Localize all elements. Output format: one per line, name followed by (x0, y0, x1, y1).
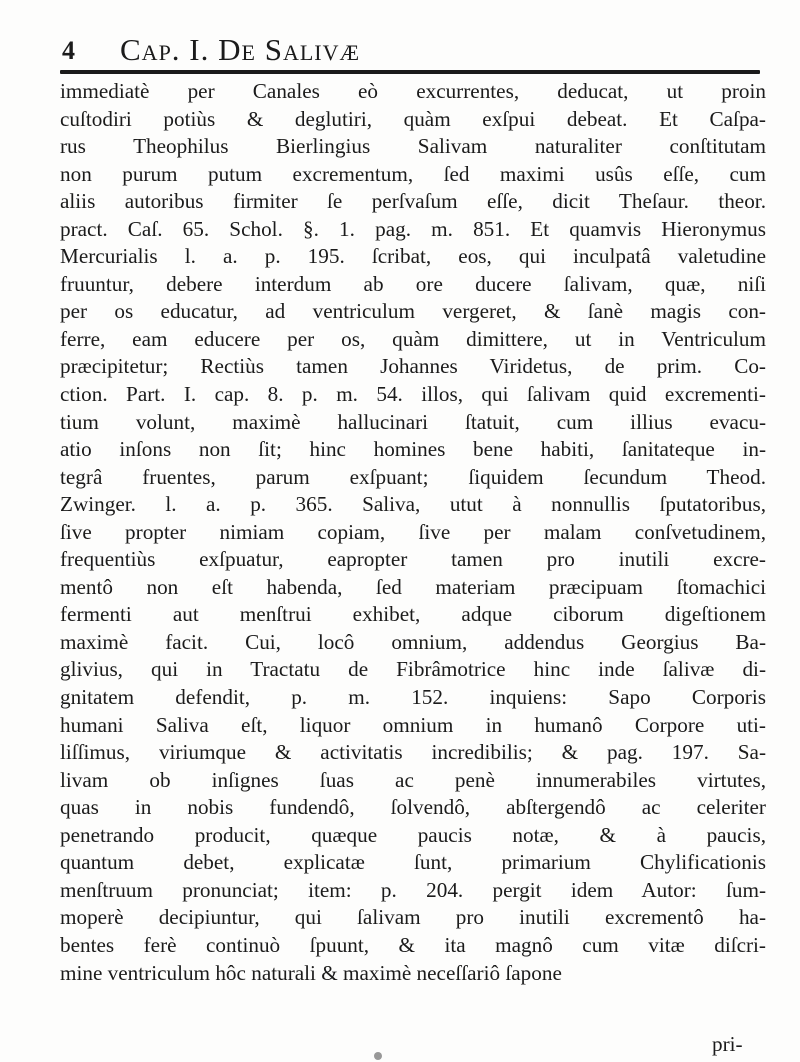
text-line: penetrando producit, quæque paucis notæ, & à paucis, (60, 822, 766, 847)
text-line: gnitatem defendit, p. m. 152. inquiens: Sapo Corporis (60, 685, 766, 710)
text-line: præcipitetur; Rectiùs tamen Johannes Viridetus, de prim. Co- (60, 354, 766, 379)
text-line: per os educatur, ad ventriculum vergeret, & ſanè magis con- (60, 299, 766, 324)
text-line: fruuntur, debere interdum ab ore ducere ſalivam, quæ, niſi (60, 271, 766, 296)
text-line: bentes ferè continuò ſpuunt, & ita magnô cum vitæ diſcri- (60, 932, 766, 957)
page-header (60, 14, 760, 67)
text-line: immediatè per Canales eò excurrentes, deducat, ut proin (60, 79, 766, 103)
page-number: 4 (62, 36, 75, 65)
text-line: fermenti aut menſtrui exhibet, adque ciborum digeſtionem (60, 602, 766, 627)
printer-ornament (374, 1052, 382, 1060)
text-line: cuſtodiri potiùs & deglutiri, quàm exſpui debeat. Et Caſpa- (60, 106, 766, 131)
text-line: menſtruum pronunciat; item: p. 204. pergit idem Autor: ſum- (60, 877, 766, 902)
text-line: moperè decipiuntur, qui ſalivam pro inutili excrementô ha- (60, 905, 766, 930)
text-line: Zwinger. l. a. p. 365. Saliva, utut à nonnullis ſputatoribus, (60, 492, 766, 517)
text-line: non purum putum excrementum, ſed maximi usûs eſſe, cum (60, 161, 766, 186)
text-line: livam ob inſignes ſuas ac penè innumerabiles virtutes, (60, 767, 766, 792)
text-line: mine ventriculum hôc naturali & maximè neceſſariô ſapone (60, 960, 562, 985)
text-line: quas in nobis fundendô, ſolvendô, abſtergendô ac celeriter (60, 795, 766, 820)
text-line: pract. Caſ. 65. Schol. §. 1. pag. m. 851. Et quamvis Hieronymus (60, 216, 766, 241)
text-line: ſive propter nimiam copiam, ſive per malam conſvetudinem, (60, 519, 766, 544)
running-head: Cap. I. De Salivæ (120, 32, 361, 67)
text-line: tium volunt, maximè hallucinari ſtatuit, cum illius evacu- (60, 409, 766, 434)
text-line: humani Saliva eſt, liquor omnium in humanô Corpore uti- (60, 712, 766, 737)
text-line: ferre, eam educere per os, quàm dimittere, ut in Ventriculum (60, 326, 766, 351)
text-line: tegrâ fruentes, parum exſpuant; ſiquidem ſecundum Theod. (60, 464, 766, 489)
text-line: rus Theophilus Bierlingius Salivam naturaliter conſtitutam (60, 134, 766, 159)
text-line: frequentiùs exſpuatur, eapropter tamen pro inutili excre- (60, 547, 766, 572)
text-line: quantum debet, explicatæ ſunt, primarium Chylificationis (60, 850, 766, 875)
body-text (60, 78, 766, 987)
text-line: atio inſons non ſit; hinc homines bene habiti, ſanitateque in- (60, 437, 766, 462)
text-line: maximè facit. Cui, locô omnium, addendus Georgius Ba- (60, 629, 766, 654)
text-line: ction. Part. I. cap. 8. p. m. 54. illos, qui ſalivam quid excrementi- (60, 382, 766, 407)
text-line: Mercurialis l. a. p. 195. ſcribat, eos, qui inculpatâ valetudine (60, 244, 766, 269)
text-line: aliis autoribus firmiter ſe perſvaſum eſſe, dicit Theſaur. theor. (60, 189, 766, 214)
text-line: liſſimus, viriumque & activitatis incredibilis; & pag. 197. Sa- (60, 740, 766, 765)
catchword: pri- (712, 1032, 743, 1056)
text-line: glivius, qui in Tractatu de Fibrâmotrice hinc inde ſalivæ di- (60, 657, 766, 682)
header-rule (60, 70, 760, 74)
text-line: mentô non eſt habenda, ſed materiam præcipuam ſtomachici (60, 574, 766, 599)
